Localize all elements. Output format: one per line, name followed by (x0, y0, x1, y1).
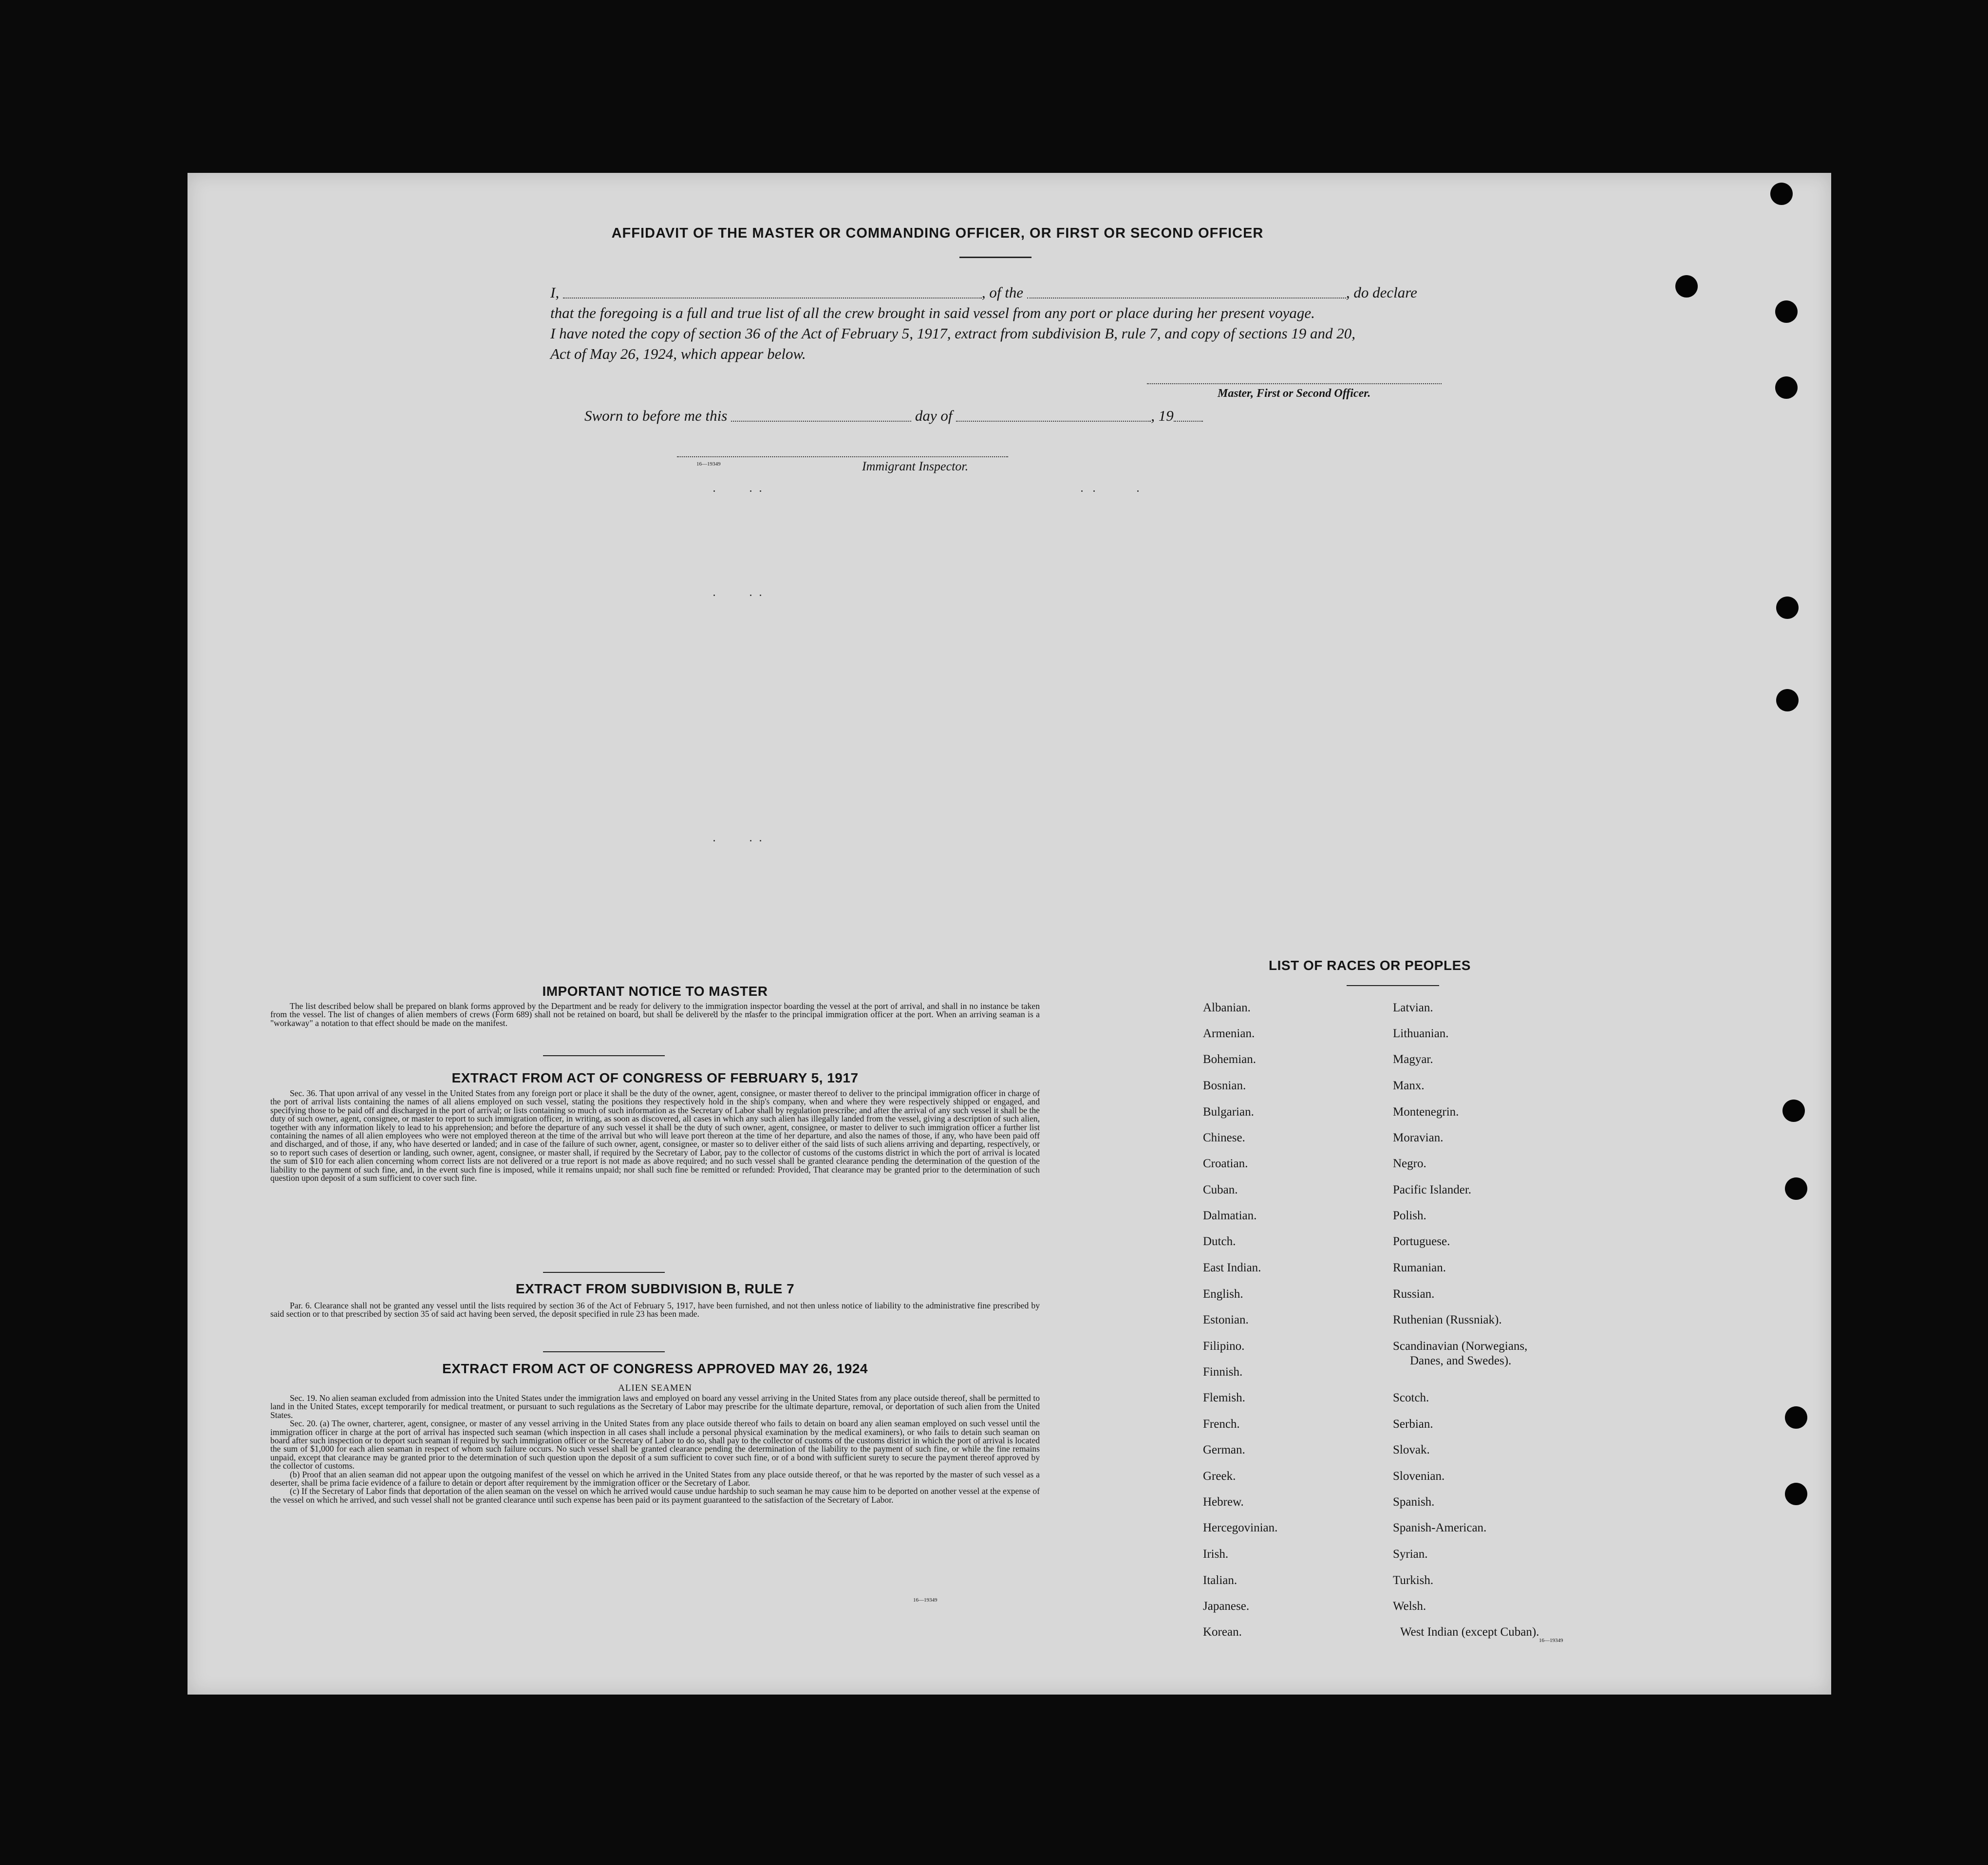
sworn-year: , 19 (1151, 407, 1174, 424)
race-right: Manx. (1393, 1079, 1425, 1092)
extract-1924-title: EXTRACT FROM ACT OF CONGRESS APPROVED MAY 26, 1924 (442, 1361, 868, 1376)
race-right: Montenegrin. (1393, 1105, 1459, 1119)
race-right: Portuguese. (1393, 1235, 1450, 1248)
race-left: Flemish. (1203, 1391, 1245, 1404)
sworn-year-blank[interactable] (1174, 421, 1203, 422)
sworn-month-blank[interactable] (956, 421, 1151, 422)
races-title: LIST OF RACES OR PEOPLES (1269, 958, 1471, 973)
race-left: Estonian. (1203, 1313, 1249, 1326)
race-left: Korean. (1203, 1625, 1242, 1639)
race-left: Filipino. (1203, 1340, 1245, 1353)
race-left: Greek. (1203, 1470, 1236, 1483)
extract-1917-text: Sec. 36. That upon arrival of any vessel in the United States from any foreign port or place it shall be the duty of the owner, agent, consignee, or master thereof to deliver to the principal immigration officer in charge of the port of arrival lists containing the names of all aliens employed on such vessel, stating the positions they respectively hold in the ship's company, when and where they were respectively shipped or engaged, and specifying those to be paid off and discharged in the port of arrival; or lists containing so much of such information as the Secretary of Labor shall by regulation prescribe; and after the arrival of any such vessel it shall be the duty of such owner, agent, consignee, or master to report to such immigration officer, in writing, as soon as discovered, all cases in which any such alien has illegally landed from the vessel, giving a description of such alien, together with any information likely to lead to his apprehension; and before the departure of any such vessel it shall be the duty of such owner, agent, consignee, or master to deliver to such immigration officer a further list containing the names of all alien employees who were not employed thereon at the time of the arrival but who will leave port thereon at the time of her departure, and also the names of those, if any, who have been paid off and discharged, and of those, if any, who have deserted or landed; and in case of the failure of such owner, agent, consignee, or master so to deliver either of the said lists of such aliens arriving and departing, respectively, or so to report such cases of desertion or landing, such owner, agent, consignee, or master shall, if required by the Secretary of Labor, pay to the collector of customs of the customs district in which the port of arrival is located the sum of $10 for each alien concerning whom correct lists are not delivered or a true report is not made as above required; and no such vessel shall be granted clearance pending the determination of the question of the liability to the payment of such fine, and, in the event such fine is imposed, while it remains unpaid; nor shall such fine be remitted or refunded: Provided, That clearance may be granted prior to the determination of such question upon deposit of a sum sufficient to cover such fine. (270, 1088, 1040, 1183)
master-label: Master, First or Second Officer. (1218, 387, 1371, 400)
race-right: Lithuanian. (1393, 1027, 1449, 1040)
races-divider (1347, 985, 1439, 986)
race-left: Finnish. (1203, 1365, 1243, 1379)
extract-1917-title: EXTRACT FROM ACT OF CONGRESS OF FEBRUARY 5, 1917 (451, 1070, 859, 1085)
race-left: Bohemian. (1203, 1053, 1257, 1066)
sec20a-text: Sec. 20. (a) The owner, charterer, agent, consignee, or master of any vessel arriving in the United States from any place outside thereof who fails to detain on board any alien seaman employed on such vessel until the immigration officer in charge at the port of arrival has inspected such seaman (which inspection in all cases shall include a personal physical examination by the medical examiners), or who fails to detain such seaman on board after such inspection or to deport such seaman if required by such immigration officer or the Secretary of Labor to do so, shall pay to the collector of customs of the customs district in which the port of arrival is located the sum of $1,000 for each alien seaman in respect of whom such failure occurs. No such vessel shall be granted clearance pending the determination of the liability to the payment of such fine, or while the fine remains unpaid, except that clearance may be granted prior to the determination of such question upon the deposit of a sum sufficient to cover such fine, or of a bond with sufficient surety to secure the payment thereof approved by the collector of customs. (270, 1418, 1040, 1471)
race-right: Polish. (1393, 1209, 1426, 1222)
sec20c-text: (c) If the Secretary of Labor finds that deportation of the alien seaman on the vessel on which he arrived would cause undue hardship to such seaman he may cause him to be deported on another vessel at the expense of the vessel on which he arrived, and such vessel shall not be granted clearance until such expense has been paid or its payment guaranteed to the satisfaction of the Secretary of Labor. (270, 1486, 1040, 1505)
race-left: Irish. (1203, 1548, 1229, 1561)
race-right: Russian. (1393, 1287, 1435, 1301)
inspector-signature-line[interactable] (677, 456, 1008, 457)
binder-hole (1770, 183, 1793, 205)
notice-title: IMPORTANT NOTICE TO MASTER (542, 984, 768, 999)
race-right: Syrian. (1393, 1548, 1428, 1561)
affidavit-line-4: Act of May 26, 1924, which appear below. (550, 345, 806, 362)
affidavit-line-1 (550, 282, 1666, 303)
affidavit-i: I, (550, 284, 560, 301)
race-left: Bulgarian. (1203, 1105, 1254, 1119)
rule7-divider (543, 1351, 665, 1352)
race-left: Cuban. (1203, 1183, 1238, 1196)
race-right: Moravian. (1393, 1131, 1444, 1144)
race-left: Albanian. (1203, 1001, 1251, 1014)
notice-text: The list described below shall be prepared on blank forms approved by the Department and be ready for delivery to the immigration inspector boarding the vessel at the port of arrival, and shall in no instance be taken from the vessel. The list of changes of alien members of crews (Form 689) shall not be retained on board, but shall be delivered by the master to the principal immigration officer at the port. When an arriving seaman is a "workaway" a notation to that effect should be made on the manifest. (270, 1001, 1040, 1028)
race-right: Welsh. (1393, 1600, 1426, 1613)
sec19-text: Sec. 19. No alien seaman excluded from admission into the United States under the immigration laws and employed on board any vessel arriving in the United States from any place outside thereof, shall be permitted to land in the United States, except temporarily for medical treatment, or pursuant to such regulations as the Secretary of Labor may prescribe for the ultimate departure, removal, or deportation of such alien from the United States. (270, 1393, 1040, 1420)
race-left: Croatian. (1203, 1157, 1248, 1170)
race-right: Pacific Islander. (1393, 1183, 1472, 1196)
race-left: Hercegovinian. (1203, 1521, 1278, 1534)
binder-hole (1785, 1177, 1807, 1200)
sworn-date-blank[interactable] (731, 421, 911, 422)
extract-1924-text (270, 1394, 1040, 1504)
sworn-day: day of (915, 407, 953, 424)
sec20b-text: (b) Proof that an alien seaman did not appear upon the outgoing manifest of the vessel on which he arrived in the United States from any place outside thereof, or that he was reported by the master of such vessel as a deserter, shall be prima facie evidence of a failure to detain or deport after requirement by the immigration officer or the Secretary of Labor. (270, 1469, 1040, 1488)
races-form-number: 16—19349 (1539, 1638, 1563, 1643)
binder-hole (1785, 1483, 1807, 1505)
affidavit-line-3: I have noted the copy of section 36 of the Act of February 5, 1917, extract from subdivision B, rule 7, and copy of sections 19 and 20, (550, 325, 1356, 342)
affidavit-title: AFFIDAVIT OF THE MASTER OR COMMANDING OFFICER, OR FIRST OR SECOND OFFICER (611, 225, 1264, 241)
binder-hole (1675, 275, 1698, 298)
affidavit-of-the: , of the (981, 284, 1024, 301)
race-left: Italian. (1203, 1574, 1238, 1587)
race-left: Chinese. (1203, 1131, 1245, 1144)
affidavit-form-number: 16—19349 (696, 461, 721, 467)
affidavit-line-2: that the foregoing is a full and true list of all the crew brought in said vessel from any port or place during her present voyage. (550, 304, 1315, 321)
race-left: Hebrew. (1203, 1495, 1244, 1509)
race-right: Scotch. (1393, 1391, 1429, 1404)
extract-form-number: 16—19349 (913, 1597, 938, 1603)
race-left: Dutch. (1203, 1235, 1236, 1248)
race-right: Negro. (1393, 1157, 1426, 1170)
race-left: German. (1203, 1443, 1245, 1456)
sworn-prefix: Sworn to before me this (584, 407, 728, 424)
race-right: Spanish-American. (1393, 1521, 1487, 1534)
race-right: Magyar. (1393, 1053, 1433, 1066)
sworn-line (584, 406, 1203, 426)
race-right: Spanish. (1393, 1495, 1435, 1509)
notice-divider (543, 1055, 665, 1056)
race-right: Latvian. (1393, 1001, 1433, 1014)
race-left: Bosnian. (1203, 1079, 1246, 1092)
binder-hole (1785, 1406, 1807, 1429)
form-sheet (188, 173, 1831, 1695)
race-left: East Indian. (1203, 1261, 1261, 1274)
race-left: Dalmatian. (1203, 1209, 1257, 1222)
binder-hole (1782, 1100, 1805, 1122)
rule7-text: Par. 6. Clearance shall not be granted any vessel until the lists required by section 36 of the Act of February 5, 1917, have been furnished, and not then unless notice of liability to the administrative fine prescribed by said section or to that prescribed by section 35 of said act having been served, the deposit specified in rule 23 has been made. (270, 1301, 1040, 1319)
master-signature-line[interactable] (1147, 383, 1442, 384)
race-left: Armenian. (1203, 1027, 1255, 1040)
alien-seamen-subtitle: ALIEN SEAMEN (618, 1383, 692, 1393)
race-right: Slovenian. (1393, 1470, 1445, 1483)
inspector-label: Immigrant Inspector. (862, 459, 969, 473)
binder-hole (1775, 376, 1798, 399)
race-right: Ruthenian (Russniak). (1393, 1313, 1502, 1326)
race-right: Serbian. (1393, 1417, 1433, 1431)
race-right: Turkish. (1393, 1574, 1434, 1587)
race-right: West Indian (except Cuban). (1400, 1625, 1539, 1639)
affidavit-declare: , do declare (1346, 284, 1417, 301)
extract-1917-divider (543, 1272, 665, 1273)
binder-hole (1776, 597, 1799, 619)
title-divider (959, 257, 1032, 258)
binder-hole (1776, 689, 1799, 711)
race-left: French. (1203, 1417, 1240, 1431)
binder-hole (1775, 300, 1798, 323)
race-right: Scandinavian (Norwegians, (1393, 1340, 1528, 1353)
rule7-title: EXTRACT FROM SUBDIVISION B, RULE 7 (515, 1281, 795, 1296)
race-right: Danes, and Swedes). (1410, 1354, 1512, 1367)
race-right: Slovak. (1393, 1443, 1430, 1456)
race-right: Rumanian. (1393, 1261, 1446, 1274)
race-left: Japanese. (1203, 1600, 1250, 1613)
race-left: English. (1203, 1287, 1243, 1301)
